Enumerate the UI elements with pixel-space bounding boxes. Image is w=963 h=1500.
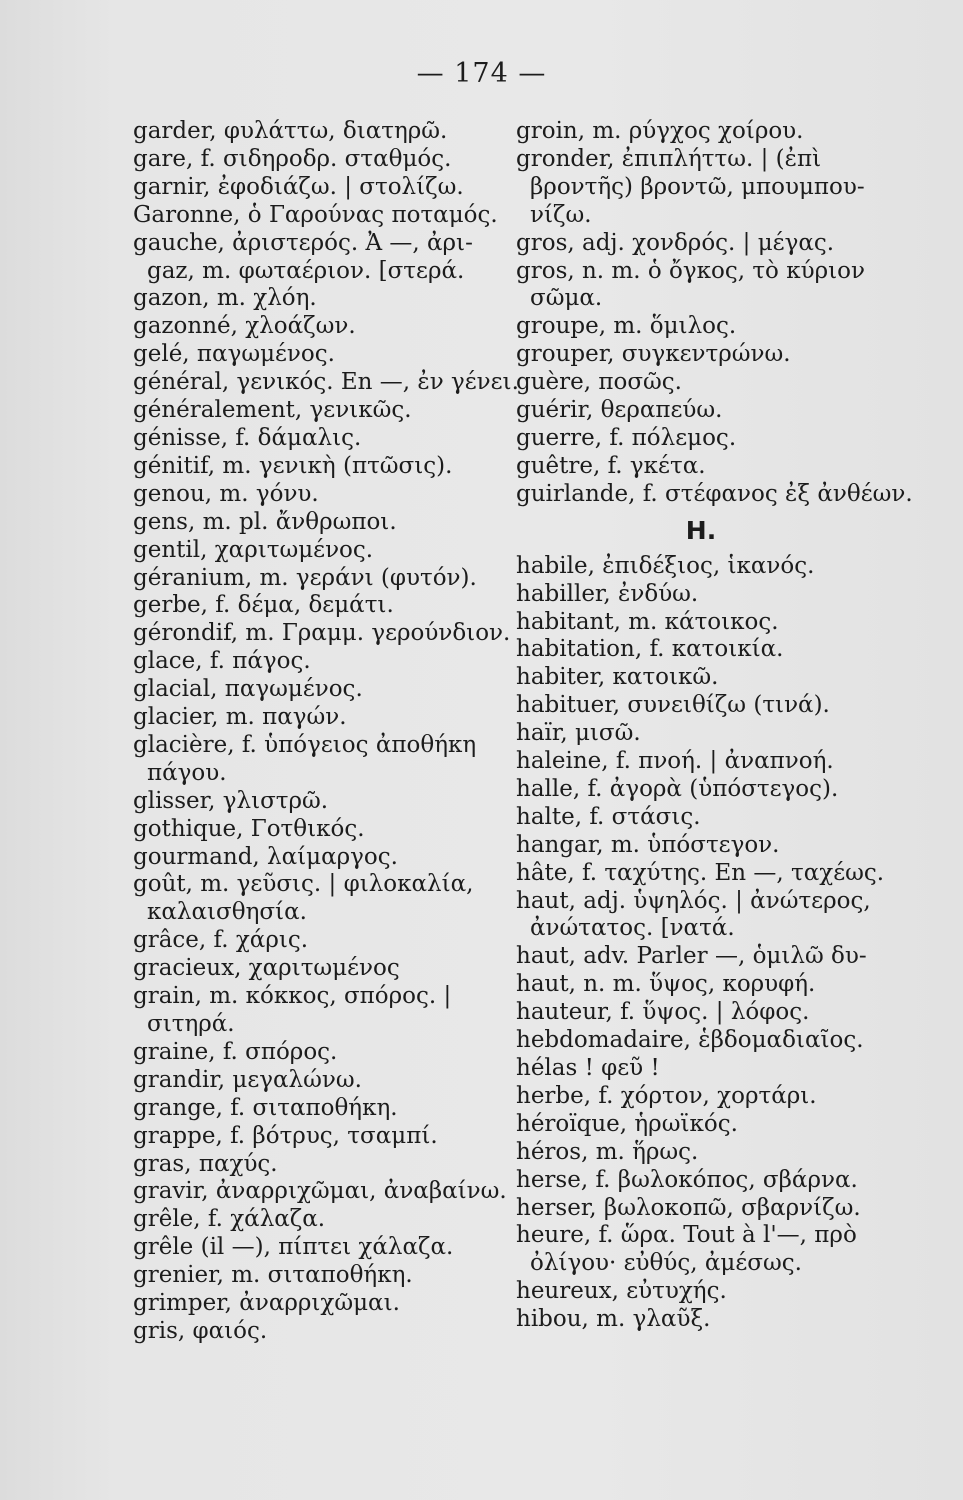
dictionary-entry-line: groupe, m. ὅμιλος. bbox=[516, 313, 737, 340]
dictionary-entry-line: guirlande, f. στέφανος ἐξ ἀνθέων. bbox=[516, 480, 913, 507]
dictionary-entry-line: goût, m. γεῦσις. | φιλοκαλία, bbox=[133, 871, 474, 898]
dictionary-entry-line: guêtre, f. γκέτα. bbox=[516, 452, 706, 479]
dictionary-entry-line: σῶμα. bbox=[530, 285, 603, 312]
entries-h bbox=[516, 553, 896, 1334]
dictionary-entry-line: gazon, m. χλόη. bbox=[133, 285, 317, 312]
dictionary-entry-line: grimper, ἀναρριχῶμαι. bbox=[133, 1290, 400, 1317]
dictionary-entry-line: graine, f. σπόρος. bbox=[133, 1038, 338, 1065]
dictionary-entry-line: gare, f. σιδηροδρ. σταθμός. bbox=[133, 145, 452, 172]
dictionary-entry-line: gauche, ἀριστερός. Ἀ —, ἀρι- bbox=[133, 229, 473, 256]
dictionary-entry-line: guerre, f. πόλεμος. bbox=[516, 424, 737, 451]
dictionary-entry-line: habile, ἐπιδέξιος, ἱκανός. bbox=[516, 552, 815, 579]
dictionary-entry-line: grouper, συγκεντρώνω. bbox=[516, 341, 791, 368]
dictionary-entry-line: hauteur, f. ὕψος. | λόφος. bbox=[516, 999, 810, 1026]
dictionary-entry-line: héros, m. ἥρως. bbox=[516, 1138, 699, 1165]
dictionary-entry-line: heure, f. ὥρα. Tout à l'—, πρὸ bbox=[516, 1222, 857, 1249]
dictionary-entry-line: halte, f. στάσις. bbox=[516, 803, 701, 830]
dictionary-entry-line: gris, φαιός. bbox=[133, 1317, 268, 1344]
dictionary-entry-line: général, γενικός. En —, ἐν γένει. bbox=[133, 369, 519, 396]
dictionary-entry-line: grandir, μεγαλώνω. bbox=[133, 1066, 362, 1093]
page-number: — 174 — bbox=[416, 58, 547, 89]
dictionary-entry-line: glacier, m. παγών. bbox=[133, 704, 347, 731]
dictionary-entry-line: genou, m. γόνυ. bbox=[133, 480, 319, 507]
dictionary-entry-line: glace, f. πάγος. bbox=[133, 648, 311, 675]
dictionary-entry-line: haut, adj. ὑψηλός. | ἀνώτερος, bbox=[516, 887, 871, 914]
dictionary-entry-line: gérondif, m. Γραμμ. γερούνδιον. bbox=[133, 620, 511, 647]
dictionary-entry-line: glacial, παγωμένος. bbox=[133, 676, 363, 703]
entries-g bbox=[516, 118, 913, 509]
dictionary-entry-line: hangar, m. ὑπόστεγον. bbox=[516, 831, 780, 858]
dictionary-entry-line: guérir, θεραπεύω. bbox=[516, 397, 723, 424]
dictionary-entry-line: Garonne, ὁ Γαρούνας ποταμός. bbox=[133, 201, 498, 228]
dictionary-entry-line: génisse, f. δάμαλις. bbox=[133, 424, 362, 451]
dictionary-entry-line: hibou, m. γλαῦξ. bbox=[516, 1306, 711, 1333]
dictionary-entry-line: grêle (il —), πίπτει χάλαζα. bbox=[133, 1234, 454, 1261]
dictionary-entry-line: σιτηρά. bbox=[147, 1011, 235, 1037]
dictionary-entry-line: gaz, m. φωταέριον. [στερά. bbox=[147, 257, 465, 284]
dictionary-entry-line: hebdomadaire, ἑβδομαδιαῖος. bbox=[516, 1027, 864, 1054]
dictionary-entry-line: gras, παχύς. bbox=[133, 1150, 278, 1177]
dictionary-entry-line: gravir, ἀναρριχῶμαι, ἀναβαίνω. bbox=[133, 1178, 507, 1205]
dictionary-entry-line: guère, ποσῶς. bbox=[516, 369, 682, 396]
right-column bbox=[516, 118, 913, 1334]
dictionary-entry-line: gronder, ἐπιπλήττω. | (ἐπὶ bbox=[516, 145, 822, 172]
dictionary-entry-line: ἀνώτατος. [νατά. bbox=[530, 915, 735, 942]
dictionary-entry-line: heureux, εὐτυχής. bbox=[516, 1278, 727, 1305]
dictionary-entry-line: halle, f. ἀγορὰ (ὑπόστεγος). bbox=[516, 775, 839, 802]
dictionary-entry-line: grenier, m. σιταποθήκη. bbox=[133, 1262, 413, 1289]
dictionary-entry-line: habituer, συνειθίζω (τινά). bbox=[516, 692, 830, 719]
dictionary-entry-line: habitation, f. κατοικία. bbox=[516, 636, 784, 663]
dictionary-entry-line: habiller, ἐνδύω. bbox=[516, 580, 699, 607]
dictionary-entry-line: καλαισθησία. bbox=[147, 899, 307, 926]
dictionary-entry-line: gourmand, λαίμαργος. bbox=[133, 843, 398, 870]
dictionary-entry-line: herser, βωλοκοπῶ, σβαρνίζω. bbox=[516, 1194, 861, 1221]
dictionary-entry-line: πάγου. bbox=[147, 759, 227, 786]
dictionary-entry-line: habitant, m. κάτοικος. bbox=[516, 608, 779, 635]
dictionary-entry-line: gros, n. m. ὁ ὄγκος, τὸ κύριον bbox=[516, 257, 865, 284]
dictionary-entry-line: garder, φυλάττω, διατηρῶ. bbox=[133, 118, 448, 144]
left-column bbox=[133, 118, 519, 1346]
dictionary-entry-line: haïr, μισῶ. bbox=[516, 720, 641, 747]
dictionary-entry-line: gracieux, χαριτωμένος bbox=[133, 955, 400, 982]
dictionary-entry-line: gelé, παγωμένος. bbox=[133, 341, 335, 368]
dictionary-entry-line: gerbe, f. δέμα, δεμάτι. bbox=[133, 592, 394, 619]
dictionary-entry-line: hâte, f. ταχύτης. En —, ταχέως. bbox=[516, 859, 885, 886]
section-heading-h: H. bbox=[685, 515, 717, 545]
dictionary-entry-line: grappe, f. βότρυς, τσαμπί. bbox=[133, 1122, 438, 1149]
dictionary-entry-line: grâce, f. χάρις. bbox=[133, 927, 309, 954]
dictionary-entry-line: géranium, m. γεράνι (φυτόν). bbox=[133, 564, 477, 591]
dictionary-entry-line: génitif, m. γενικὴ (πτῶσις). bbox=[133, 452, 453, 479]
dictionary-entry-line: gens, m. pl. ἄνθρωποι. bbox=[133, 508, 397, 535]
dictionary-entry-line: βροντῆς) βροντῶ, μπουμπου- bbox=[530, 173, 865, 200]
dictionary-entry-line: généralement, γενικῶς. bbox=[133, 397, 412, 424]
dictionary-entry-line: herse, f. βωλοκόπος, σβάρνα. bbox=[516, 1166, 858, 1193]
dictionary-entry-line: gazonné, χλοάζων. bbox=[133, 313, 356, 340]
dictionary-entry-line: haut, adv. Parler —, ὁμιλῶ δυ- bbox=[516, 943, 867, 970]
dictionary-entry-line: habiter, κατοικῶ. bbox=[516, 664, 719, 691]
dictionary-entry-line: grange, f. σιταποθήκη. bbox=[133, 1094, 398, 1121]
dictionary-entry-line: grêle, f. χάλαζα. bbox=[133, 1206, 326, 1233]
dictionary-entry-line: herbe, f. χόρτον, χορτάρι. bbox=[516, 1082, 817, 1109]
dictionary-entry-line: hélas ! φεῦ ! bbox=[516, 1055, 660, 1081]
dictionary-entry-line: gentil, χαριτωμένος. bbox=[133, 536, 374, 563]
dictionary-entry-line: glisser, γλιστρῶ. bbox=[133, 787, 329, 814]
dictionary-entry-line: grain, m. κόκκος, σπόρος. | bbox=[133, 983, 452, 1010]
dictionary-entry-line: glacière, f. ὑπόγειος ἀποθήκη bbox=[133, 731, 477, 758]
dictionary-entry-line: gros, adj. χονδρός. | μέγας. bbox=[516, 229, 835, 256]
dictionary-entry-line: garnir, ἐφοδιάζω. | στολίζω. bbox=[133, 173, 464, 200]
dictionary-entry-line: haleine, f. πνοή. | ἀναπνοή. bbox=[516, 748, 834, 775]
dictionary-entry-line: gothique, Γοτθικός. bbox=[133, 815, 365, 842]
dictionary-entry-line: héroïque, ἡρωϊκός. bbox=[516, 1110, 738, 1137]
dictionary-entry-line: νίζω. bbox=[530, 201, 592, 228]
dictionary-entry-line: ὀλίγου· εὐθύς, ἀμέσως. bbox=[530, 1250, 802, 1277]
dictionary-entry-line: haut, n. m. ὕψος, κορυφή. bbox=[516, 971, 816, 998]
dictionary-entry-line: groin, m. ρύγχος χοίρου. bbox=[516, 118, 804, 144]
